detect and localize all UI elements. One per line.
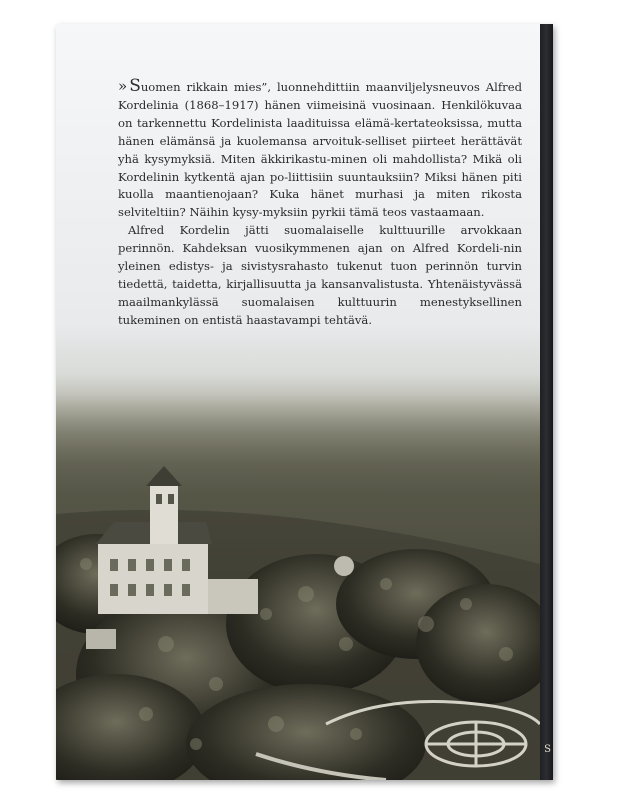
- p1-line: liittisiin suuntauksiin? Miksi hänen piti kuolla maantienojaan?: [118, 169, 522, 202]
- dropcap: S: [129, 76, 141, 96]
- blurb-text: [118, 78, 522, 330]
- book-back-cover: [56, 24, 553, 780]
- p1-line: Kuka hänet murhasi ja miten rikosta selviteltiin? Näihin kysy-: [118, 187, 522, 220]
- p1-line: Alfred Kordelinia (1868–1917) hänen viimeisinä vuosinaan.: [118, 80, 522, 112]
- spine-publisher-letter: S: [544, 744, 551, 755]
- p1-line: kertateoksissa, mutta hänen elämänsä ja kuolemansa arvoituk-: [118, 115, 522, 148]
- spine-title: [542, 64, 552, 744]
- p1-line: Henkilökuvaa on tarkennettu Kordelinista laadituissa elämä-: [118, 97, 522, 130]
- cover-background: [56, 24, 540, 780]
- p2-line: perinnön. Kahdeksan vuosikymmenen ajan on Alfred Kordeli-: [118, 241, 504, 256]
- p2-line: Alfred Kordelin jätti suomalaiselle kulttuurille arvokkaan: [128, 223, 522, 238]
- quote-mark: »: [118, 77, 128, 95]
- p2-line: Yhtenäistyvässä maailmankylässä suomalaisen kulttuurin: [118, 276, 522, 309]
- p1-line: myksiin pyrkii tämä teos vastaamaan.: [262, 205, 485, 220]
- blurb-paragraph-2: [118, 222, 522, 329]
- book-spine: [540, 24, 553, 780]
- villa-aerial-photo: [56, 444, 540, 780]
- p1-line: selliset piirteet herättävät yhä kysymyksiä. Miten äkkirikastu-: [118, 133, 522, 166]
- p1-line: uomen rikkain mies”, luonnehdittiin maanviljelysneuvos: [140, 80, 480, 94]
- p1-line: minen oli mahdollista? Mikä oli Kordelinin kytkentä ajan po-: [118, 151, 522, 184]
- blurb-paragraph-1: [118, 78, 522, 222]
- p2-line: turvin tiedettä, taidetta, kirjallisuutta ja kansanvalistusta.: [118, 259, 523, 291]
- p2-line: nin yleinen edistys- ja sivistysrahasto tukenut tuon perinnön: [118, 241, 522, 274]
- p2-line: menestyksellinen tukeminen on entistä haastavampi tehtävä.: [118, 294, 523, 327]
